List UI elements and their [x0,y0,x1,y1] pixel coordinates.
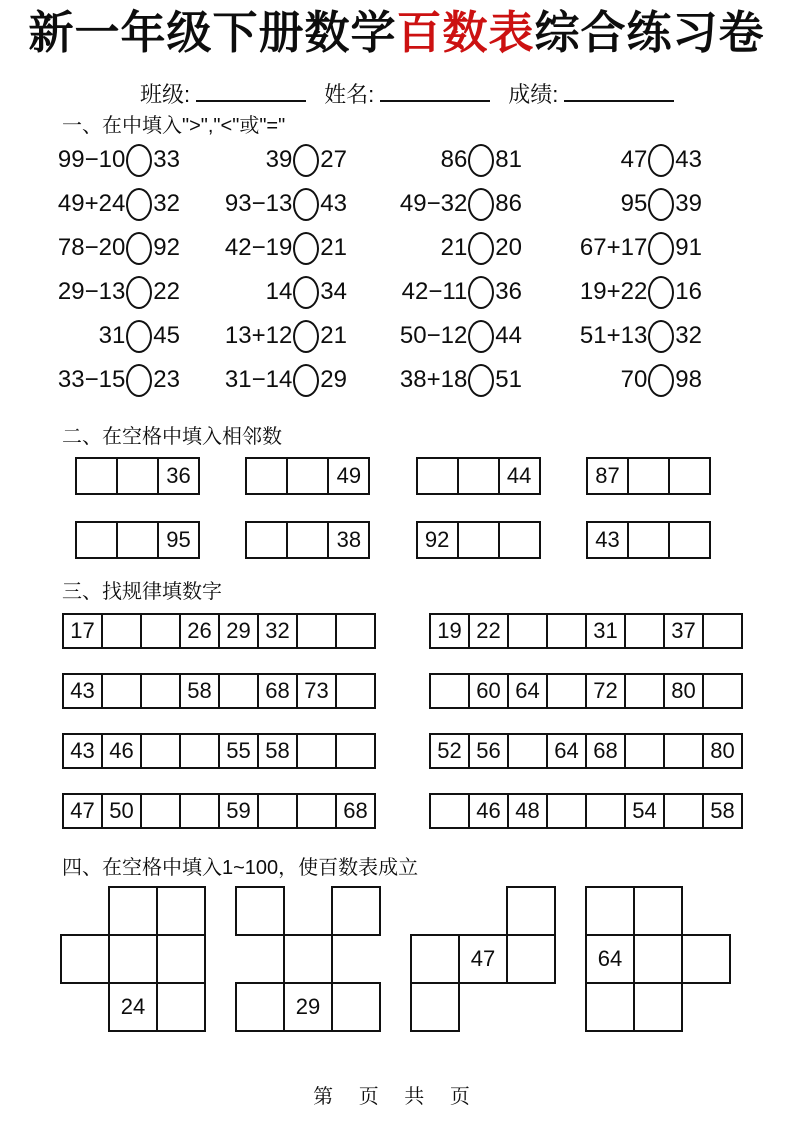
pattern-row [62,733,743,769]
neighbor-cell-blank[interactable] [668,457,711,495]
chart-cell-blank[interactable] [410,934,460,984]
neighbor-cell-blank[interactable] [75,521,118,559]
compare-left-operand: 38+18 [399,366,468,394]
pattern-row [62,673,743,709]
name-field-label: 姓名: [324,82,375,108]
compare-left-operand: 31 [98,322,126,350]
compare-problem [58,144,180,177]
answer-circle[interactable] [468,144,494,177]
chart-cell-blank[interactable] [108,934,158,984]
pattern-cell-blank[interactable] [140,673,181,709]
pattern-cell-given: 73 [296,673,337,709]
pattern-cell-blank[interactable] [140,733,181,769]
compare-problem [580,320,702,353]
pattern-cell-blank[interactable] [624,733,665,769]
compare-problem [58,276,180,309]
neighbor-group [416,521,541,559]
pattern-cell-blank[interactable] [624,673,665,709]
pattern-cell-given: 54 [624,793,665,829]
pattern-strip [429,733,743,769]
pattern-cell-blank[interactable] [179,793,220,829]
chart-cell-blank[interactable] [156,982,206,1032]
compare-right-operand: 16 [675,278,702,306]
pattern-cell-blank[interactable] [546,613,587,649]
answer-circle[interactable] [126,276,152,309]
neighbor-cell-blank[interactable] [286,457,329,495]
compare-problem [402,276,522,309]
section4-title: 四、在空格中填入1~100，使百数表成立 [62,857,419,880]
pattern-cell-blank[interactable] [585,793,626,829]
compare-problem [58,364,180,397]
pattern-cell-blank[interactable] [140,613,181,649]
hundred-chart-shapes [60,886,731,1032]
compare-left-operand: 29−13 [57,278,126,306]
compare-left-operand: 78−20 [57,234,126,262]
pattern-cell-given: 19 [429,613,470,649]
neighbor-cell-blank[interactable] [668,521,711,559]
pattern-cell-given: 64 [507,673,548,709]
compare-left-operand: 42−11 [401,278,468,306]
pattern-cell-given: 80 [663,673,704,709]
compare-right-operand: 81 [495,146,522,174]
class-field-blank[interactable] [196,80,306,102]
neighbor-cell-blank[interactable] [416,457,459,495]
pattern-cell-blank[interactable] [702,673,743,709]
neighbor-cell-given: 43 [586,521,629,559]
compare-right-operand: 21 [320,322,347,350]
compare-left-operand: 14 [265,278,293,306]
hundred-chart-shape [60,886,206,1032]
answer-circle[interactable] [293,364,319,397]
pattern-cell-given: 59 [218,793,259,829]
pattern-cell-given: 50 [101,793,142,829]
pattern-cell-given: 46 [101,733,142,769]
pattern-strip [429,673,743,709]
compare-problem [441,144,522,177]
compare-right-operand: 43 [320,190,347,218]
chart-cell-blank[interactable] [633,934,683,984]
neighbor-group [245,457,370,495]
pattern-cell-given: 68 [585,733,626,769]
compare-right-operand: 23 [153,366,180,394]
compare-right-operand: 92 [153,234,180,262]
compare-right-operand: 86 [495,190,522,218]
compare-right-operand: 39 [675,190,702,218]
compare-problem [266,144,347,177]
chart-cell-blank[interactable] [156,886,206,936]
compare-right-operand: 22 [153,278,180,306]
compare-problem [225,232,347,265]
compare-left-operand: 99−10 [57,146,126,174]
compare-right-operand: 98 [675,366,702,394]
neighbor-cell-blank[interactable] [457,457,500,495]
neighbor-cell-given: 38 [327,521,370,559]
answer-circle[interactable] [648,232,674,265]
pattern-cell-given: 29 [218,613,259,649]
neighbor-cell-blank[interactable] [116,457,159,495]
neighbor-cell-given: 87 [586,457,629,495]
pattern-strip [429,613,743,649]
chart-cell-blank[interactable] [235,886,285,936]
compare-right-operand: 29 [320,366,347,394]
answer-circle[interactable] [293,188,319,221]
patterns-container [0,613,793,829]
compare-right-operand: 44 [495,322,522,350]
neighbor-cell-blank[interactable] [75,457,118,495]
pattern-cell-given: 52 [429,733,470,769]
section2-title: 二、在空格中填入相邻数 [62,426,282,449]
compare-problem [580,276,702,309]
compare-right-operand: 20 [495,234,522,262]
compare-left-operand: 86 [440,146,468,174]
pattern-cell-given: 17 [62,613,103,649]
pattern-cell-blank[interactable] [101,613,142,649]
compare-left-operand: 47 [620,146,648,174]
pattern-cell-blank[interactable] [335,613,376,649]
answer-circle[interactable] [648,320,674,353]
neighbor-cell-blank[interactable] [627,457,670,495]
neighbor-cell-blank[interactable] [245,521,288,559]
compare-problem [441,232,522,265]
compare-left-operand: 50−12 [399,322,468,350]
compare-left-operand: 13+12 [224,322,293,350]
neighbor-cell-blank[interactable] [286,521,329,559]
title-prefix: 新一年级下册数学 [28,7,397,58]
compare-left-operand: 67+17 [579,234,648,262]
chart-cell-blank[interactable] [60,934,110,984]
pattern-strip [62,673,376,709]
pattern-cell-blank[interactable] [296,733,337,769]
compare-right-operand: 91 [675,234,702,262]
pattern-cell-blank[interactable] [179,733,220,769]
page-title [0,8,793,58]
pattern-cell-given: 68 [257,673,298,709]
section3-title: 三、找规律填数字 [62,581,222,604]
chart-cell-blank[interactable] [410,982,460,1032]
pattern-strip [429,793,743,829]
chart-cell-blank[interactable] [585,886,635,936]
title-suffix: 综合练习卷 [534,7,765,58]
pattern-cell-given: 72 [585,673,626,709]
chart-cell-blank[interactable] [235,982,285,1032]
compare-problem [58,232,180,265]
chart-cell-blank[interactable] [156,934,206,984]
pattern-strip [62,793,376,829]
compare-left-operand: 49+24 [57,190,126,218]
answer-circle[interactable] [648,144,674,177]
compare-right-operand: 33 [153,146,180,174]
answer-circle[interactable] [293,276,319,309]
compare-right-operand: 21 [320,234,347,262]
compare-left-operand: 93−13 [224,190,293,218]
pattern-cell-blank[interactable] [429,793,470,829]
chart-cell-blank[interactable] [331,886,381,936]
compare-problem [58,188,180,221]
neighbor-cell-given: 44 [498,457,541,495]
answer-circle[interactable] [648,188,674,221]
compare-right-operand: 27 [320,146,347,174]
answer-circle[interactable] [126,188,152,221]
pattern-cell-blank[interactable] [702,613,743,649]
pattern-cell-given: 58 [702,793,743,829]
class-field-label: 班级: [140,82,191,108]
compare-problem [99,320,180,353]
compare-problem [621,188,702,221]
compare-right-operand: 43 [675,146,702,174]
chart-cell-blank[interactable] [681,934,731,984]
chart-cell-given: 64 [585,934,635,984]
pattern-row [62,613,743,649]
neighbor-group [586,521,711,559]
answer-circle[interactable] [468,364,494,397]
answer-circle[interactable] [126,364,152,397]
neighbor-cell-blank[interactable] [116,521,159,559]
neighbors-row [75,521,711,559]
compare-problem [225,364,347,397]
neighbor-group [75,521,200,559]
pattern-cell-blank[interactable] [507,733,548,769]
neighbor-cell-blank[interactable] [245,457,288,495]
chart-cell-blank[interactable] [633,982,683,1032]
pattern-strip [62,733,376,769]
section1-title: 一、在中填入">","<"或"=" [62,115,286,138]
compare-right-operand: 34 [320,278,347,306]
pattern-cell-given: 37 [663,613,704,649]
pattern-cell-blank[interactable] [101,673,142,709]
title-highlight: 百数表 [396,7,535,58]
answer-circle[interactable] [293,320,319,353]
neighbors-row [75,457,711,495]
compare-grid [57,138,707,402]
chart-cell-blank[interactable] [585,982,635,1032]
pattern-cell-given: 64 [546,733,587,769]
pattern-cell-blank[interactable] [546,673,587,709]
answer-circle[interactable] [126,232,152,265]
compare-left-operand: 49−32 [399,190,468,218]
header-fields [140,78,793,108]
compare-problem [225,320,347,353]
answer-circle[interactable] [468,276,494,309]
pattern-cell-given: 46 [468,793,509,829]
answer-circle[interactable] [468,232,494,265]
pattern-cell-given: 58 [257,733,298,769]
compare-left-operand: 21 [440,234,468,262]
pattern-cell-blank[interactable] [335,673,376,709]
chart-cell-given: 29 [283,982,333,1032]
pattern-cell-blank[interactable] [429,673,470,709]
neighbor-cell-given: 95 [157,521,200,559]
page-footer: 第 页 共 页 [313,1086,480,1109]
compare-right-operand: 45 [153,322,180,350]
pattern-cell-blank[interactable] [663,733,704,769]
compare-right-operand: 32 [153,190,180,218]
chart-cell-blank[interactable] [331,982,381,1032]
pattern-cell-given: 43 [62,733,103,769]
chart-cell-blank[interactable] [108,886,158,936]
compare-problem [621,144,702,177]
answer-circle[interactable] [468,188,494,221]
compare-problem [225,188,347,221]
hundred-chart-shape [585,886,731,1032]
pattern-cell-blank[interactable] [218,673,259,709]
hundred-chart-shape [235,886,381,1032]
pattern-cell-blank[interactable] [296,793,337,829]
pattern-cell-given: 47 [62,793,103,829]
pattern-cell-given: 32 [257,613,298,649]
pattern-cell-given: 80 [702,733,743,769]
neighbor-group [245,521,370,559]
neighbor-group [416,457,541,495]
chart-cell-blank[interactable] [633,886,683,936]
neighbor-cell-given: 92 [416,521,459,559]
compare-problem [266,276,347,309]
pattern-cell-blank[interactable] [296,613,337,649]
pattern-cell-given: 58 [179,673,220,709]
hundred-chart-shape [410,886,556,1032]
answer-circle[interactable] [648,364,674,397]
answer-circle[interactable] [468,320,494,353]
pattern-cell-blank[interactable] [663,793,704,829]
pattern-cell-blank[interactable] [624,613,665,649]
compare-right-operand: 32 [675,322,702,350]
pattern-cell-blank[interactable] [140,793,181,829]
pattern-cell-given: 60 [468,673,509,709]
compare-left-operand: 39 [265,146,293,174]
compare-left-operand: 51+13 [579,322,648,350]
neighbor-group [586,457,711,495]
answer-circle[interactable] [126,144,152,177]
neighbor-cell-given: 36 [157,457,200,495]
pattern-cell-blank[interactable] [335,733,376,769]
neighbor-cell-blank[interactable] [457,521,500,559]
pattern-cell-blank[interactable] [257,793,298,829]
compare-left-operand: 42−19 [224,234,293,262]
neighbor-cell-blank[interactable] [627,521,670,559]
pattern-cell-blank[interactable] [546,793,587,829]
chart-cell-blank[interactable] [283,934,333,984]
chart-cell-blank[interactable] [506,886,556,936]
pattern-cell-given: 55 [218,733,259,769]
pattern-strip [62,613,376,649]
pattern-cell-given: 31 [585,613,626,649]
chart-cell-given: 24 [108,982,158,1032]
answer-circle[interactable] [126,320,152,353]
compare-problem [400,320,522,353]
pattern-cell-given: 56 [468,733,509,769]
score-field-label: 成绩: [508,82,559,108]
pattern-cell-given: 22 [468,613,509,649]
pattern-cell-given: 48 [507,793,548,829]
neighbor-cell-blank[interactable] [498,521,541,559]
compare-problem [621,364,702,397]
compare-left-operand: 70 [620,366,648,394]
pattern-cell-blank[interactable] [507,613,548,649]
compare-left-operand: 33−15 [57,366,126,394]
score-field-blank[interactable] [564,80,674,102]
name-field-blank[interactable] [380,80,490,102]
pattern-cell-given: 43 [62,673,103,709]
chart-cell-given: 47 [458,934,508,984]
compare-problem [580,232,702,265]
neighbor-group [75,457,200,495]
answer-circle[interactable] [648,276,674,309]
answer-circle[interactable] [293,232,319,265]
compare-right-operand: 51 [495,366,522,394]
neighbors-container [0,457,793,559]
compare-problem [400,364,522,397]
pattern-cell-given: 68 [335,793,376,829]
compare-problem [400,188,522,221]
answer-circle[interactable] [293,144,319,177]
compare-right-operand: 36 [495,278,522,306]
compare-left-operand: 19+22 [579,278,648,306]
compare-left-operand: 95 [620,190,648,218]
compare-left-operand: 31−14 [224,366,293,394]
pattern-row [62,793,743,829]
pattern-cell-given: 26 [179,613,220,649]
chart-cell-blank[interactable] [506,934,556,984]
neighbor-cell-given: 49 [327,457,370,495]
